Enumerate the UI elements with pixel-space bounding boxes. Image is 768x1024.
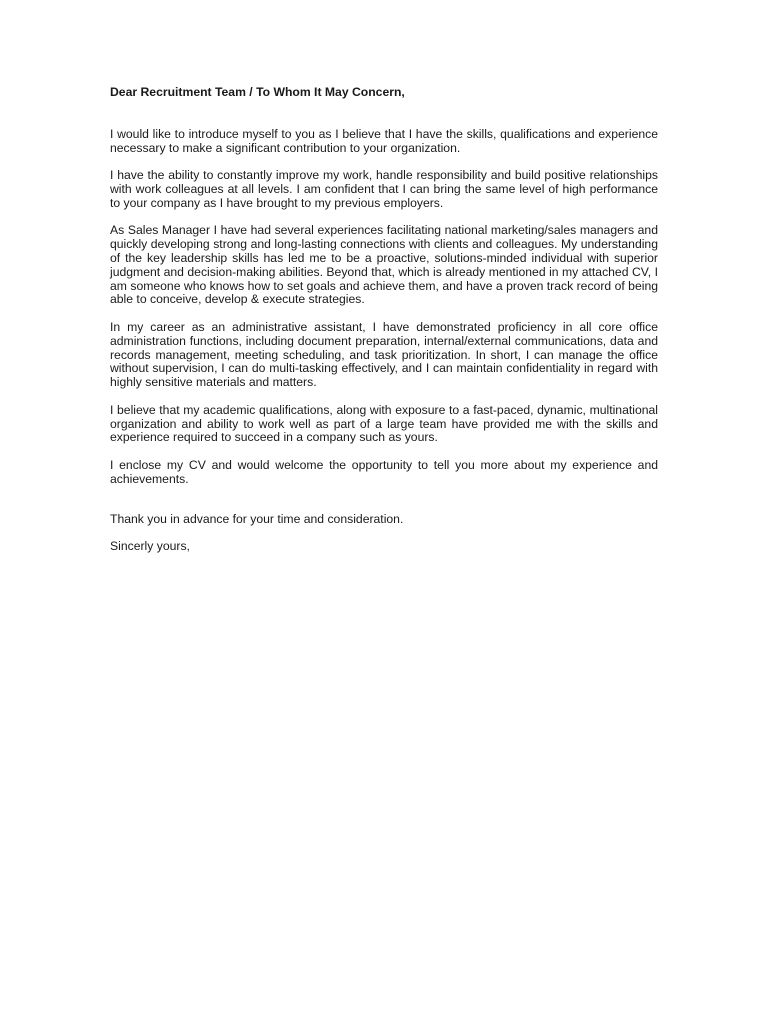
letter-thanks: Thank you in advance for your time and consideration. [110, 511, 404, 526]
paragraph-sales-manager: As Sales Manager I have had several experiences facilitating national marketing/sales managers and quickly developing strong and long-lasting connections with clients and colleagues. My understanding of the key leadership skills has led me to be a proactive, solutions-minded individual with superior judgment and decision-making abilities. Beyond that, which is already mentioned in my attached CV, I am someone who knows how to set goals and achieve them, and have a proven track record of being able to conceive, develop & execute strategies. [110, 223, 658, 307]
paragraph-enclosure: I enclose my CV and would welcome the opportunity to tell you more about my experience and achievements. [110, 457, 658, 486]
paragraph-abilities: I have the ability to constantly improve my work, handle responsibility and build positive relationships with work colleagues at all levels. I am confident that I can bring the same level of high performance to your company as I have brought to my previous employers. [110, 168, 658, 210]
letter-closing: Sincerly yours, [110, 539, 190, 554]
cover-letter [110, 86, 658, 554]
paragraph-introduction: I would like to introduce myself to you as I believe that I have the skills, qualifications and experience necessary to make a significant contribution to your organization. [110, 126, 658, 155]
paragraph-qualifications: I believe that my academic qualifications, along with exposure to a fast-paced, dynamic, multinational organization and ability to work well as part of a large team have provided me with the skills and experience required to succeed in a company such as yours. [110, 402, 658, 445]
paragraph-administrative-assistant: In my career as an administrative assistant, I have demonstrated proficiency in all core office administration functions, including document preparation, internal/external communications, data and records management, meeting scheduling, and task prioritization. In short, I can manage the office without supervision, I can do multi-tasking effectively, and I can maintain confidentiality in regard with highly sensitive materials and matters. [110, 319, 658, 390]
letter-salutation: Dear Recruitment Team / To Whom It May Concern, [110, 85, 405, 99]
